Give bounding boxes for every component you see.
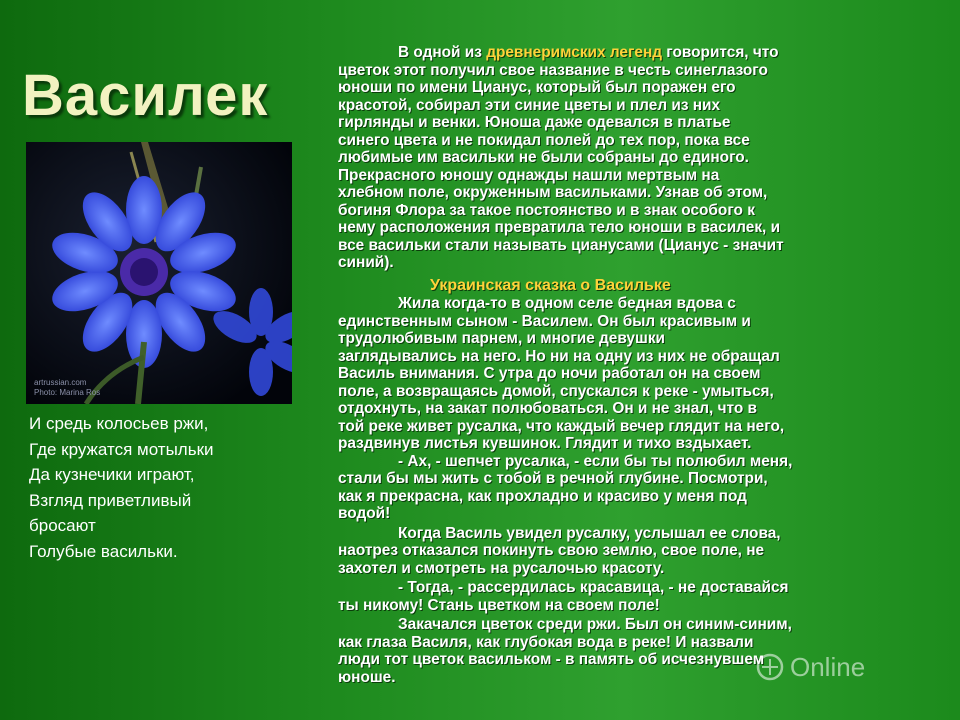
legend-line: нему расположения превратила тело юноши в василек, и bbox=[338, 219, 781, 236]
tale-line: наотрез отказался покинуть свою землю, свое поле, не bbox=[338, 542, 765, 559]
tale-line: единственным сыном - Василем. Он был красивым и bbox=[338, 312, 751, 330]
poem-line: Где кружатся мотыльки bbox=[29, 439, 214, 459]
tale-line: поле, а возвращаясь домой, спускался к реке - умыться, bbox=[338, 382, 774, 400]
legend-line: хлебном поле, окруженным васильками. Узнав об этом, bbox=[338, 184, 768, 201]
tale-paragraph bbox=[338, 525, 898, 578]
photo-credit bbox=[34, 378, 100, 398]
slide-title: Василек bbox=[22, 63, 269, 128]
tale-line: - Тогда, - рассердилась красавица, - не доставайся bbox=[398, 579, 789, 596]
legend-line: Прекрасного юношу однажды нашли мертвым на bbox=[338, 166, 720, 184]
legend-line: красотой, собирал эти синие цветы и плел из них bbox=[338, 96, 721, 114]
tale-line: Василь внимания. С утра до ночи работал он на своем bbox=[338, 365, 761, 382]
legend-line: юноши по имени Цианус, который был поражен его bbox=[338, 79, 736, 96]
tale-paragraph bbox=[338, 579, 898, 614]
tale-line: захотел и смотреть на русалочью красоту. bbox=[338, 559, 665, 577]
legend-line: все васильки стали называть цианусами (Цианус - значит bbox=[338, 236, 784, 254]
poem-line: И средь колосьев ржи, bbox=[29, 414, 209, 433]
tale-line: Закачался цветок среди ржи. Был он синим-синим, bbox=[398, 616, 792, 633]
legend-line: любимые им васильки не были собраны до единого. bbox=[338, 149, 749, 166]
watermark-text: Online bbox=[790, 652, 866, 682]
tale-line: Когда Василь увидел русалку, услышал ее слова, bbox=[398, 524, 781, 542]
tale-line: как глаза Василя, как глубокая вода в реке! И назвали bbox=[338, 633, 754, 651]
tale-paragraph bbox=[338, 295, 898, 453]
legend-text: В одной из bbox=[398, 44, 487, 61]
cornflower-photo bbox=[26, 142, 292, 404]
tale-paragraph bbox=[338, 453, 898, 523]
tale-line: отдохнуть, на закат полюбоваться. Он и не знал, что в bbox=[338, 400, 758, 417]
photo-credit-line-2: Photo: Marina Ros bbox=[34, 388, 101, 397]
tale-line: той реке живет русалка, что каждый вечер глядит на него, bbox=[338, 417, 785, 435]
legend-line: богиня Флора за такое постоянство и в знак особого к bbox=[338, 201, 755, 219]
tale-line: раздвинув листья кувшинок. Глядит и тихо вздыхает. bbox=[338, 435, 752, 452]
poem-line: бросают bbox=[29, 516, 96, 535]
legend-line: цветок этот получил свое название в честь синеглазого bbox=[338, 61, 768, 79]
legend-line: синий). bbox=[338, 254, 394, 271]
tale-line: Жила когда-то в одном селе бедная вдова с bbox=[398, 295, 736, 312]
legend-line: гирлянды и венки. Юноша даже одевался в платье bbox=[338, 114, 731, 131]
legend-highlight: древнеримских легенд bbox=[486, 44, 663, 61]
main-text bbox=[338, 44, 898, 686]
tale-heading: Украинская сказка о Васильке bbox=[430, 276, 671, 294]
legend-line: синего цвета и не покидал полей до тех пор, пока все bbox=[338, 131, 750, 149]
cornflower-image bbox=[26, 142, 292, 404]
tale-line: люди тот цветок васильком - в память об исчезнувшем bbox=[338, 651, 765, 668]
tale-line: заглядывались на него. Но ни на одну из них не обращал bbox=[338, 347, 780, 365]
tale-line: - Ах, - шепчет русалка, - если бы ты полюбил меня, bbox=[398, 452, 793, 470]
tale-line: как я прекрасна, как прохладно и красиво у меня под bbox=[338, 487, 747, 505]
photo-credit-line-1: artrussian.com bbox=[34, 378, 87, 387]
tale-line: стали бы мы жить с тобой в речной глубине. Посмотри, bbox=[338, 470, 768, 487]
poem bbox=[29, 411, 279, 564]
poem-line: Да кузнечики играют, bbox=[29, 465, 195, 484]
watermark-icon bbox=[756, 653, 784, 681]
legend-text: говорится, что bbox=[662, 44, 779, 61]
poem-line: Голубые васильки. bbox=[29, 541, 178, 561]
legend-first-line bbox=[338, 44, 898, 62]
tale-line: ты никому! Стань цветком на своем поле! bbox=[338, 596, 660, 614]
poem-line: Взгляд приветливый bbox=[29, 490, 192, 510]
tale-line: водой! bbox=[338, 505, 391, 522]
tale-line: трудолюбивым парнем, и многие девушки bbox=[338, 330, 665, 347]
tale-line: юноше. bbox=[338, 668, 396, 686]
